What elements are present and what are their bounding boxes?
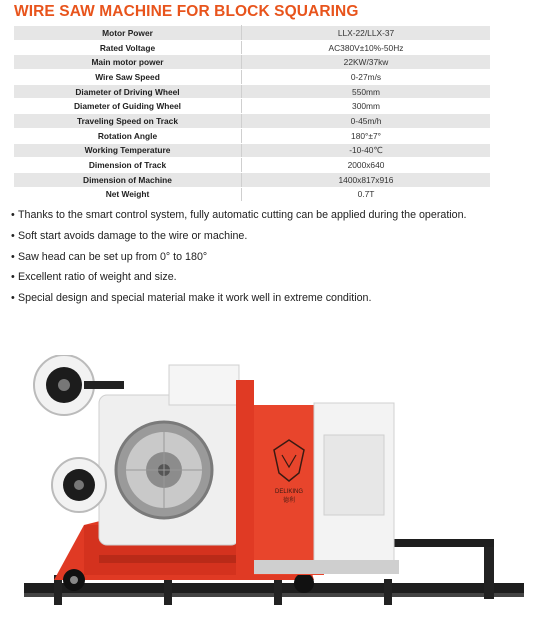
spec-value: LLX-22/LLX-37 bbox=[242, 26, 491, 41]
spec-value: 180°±7° bbox=[242, 128, 491, 143]
spec-label: Traveling Speed on Track bbox=[14, 114, 242, 129]
feature-item bbox=[11, 226, 531, 247]
spec-value: 300mm bbox=[242, 99, 491, 114]
spec-row bbox=[14, 40, 490, 55]
spec-value: 0-27m/s bbox=[242, 70, 491, 85]
spec-label: Rated Voltage bbox=[14, 40, 242, 55]
spec-label: Wire Saw Speed bbox=[14, 70, 242, 85]
spec-label: Diameter of Driving Wheel bbox=[14, 84, 242, 99]
spec-value: 0-45m/h bbox=[242, 114, 491, 129]
spec-row bbox=[14, 70, 490, 85]
spec-label: Main motor power bbox=[14, 55, 242, 70]
spec-row bbox=[14, 26, 490, 41]
spec-row bbox=[14, 99, 490, 114]
feature-item bbox=[11, 205, 531, 226]
machine-image bbox=[14, 355, 526, 615]
spec-row bbox=[14, 172, 490, 187]
control-cabinet bbox=[236, 380, 399, 575]
spec-row bbox=[14, 84, 490, 99]
spec-value: 550mm bbox=[242, 84, 491, 99]
spec-row bbox=[14, 143, 490, 158]
spec-value: 2000x640 bbox=[242, 158, 491, 173]
feature-item bbox=[11, 247, 531, 268]
spec-value: 1400x817x916 bbox=[242, 172, 491, 187]
spec-value: AC380V±10%-50Hz bbox=[242, 40, 491, 55]
spec-label: Rotation Angle bbox=[14, 128, 242, 143]
feature-text: Soft start avoids damage to the wire or machine. bbox=[18, 229, 248, 242]
bullet-icon: • bbox=[11, 271, 15, 284]
spec-row bbox=[14, 114, 490, 129]
spec-label: Dimension of Machine bbox=[14, 172, 242, 187]
spec-value: 22KW/37kw bbox=[242, 55, 491, 70]
feature-item bbox=[11, 288, 531, 309]
feature-item bbox=[11, 267, 531, 288]
feature-text: Saw head can be set up from 0° to 180° bbox=[18, 250, 208, 263]
bullet-icon: • bbox=[11, 292, 15, 305]
guide-wheel-lower bbox=[52, 458, 106, 512]
spec-row bbox=[14, 187, 490, 202]
spec-row bbox=[14, 158, 490, 173]
bullet-icon: • bbox=[11, 229, 15, 242]
spec-label: Dimension of Track bbox=[14, 158, 242, 173]
spec-label: Net Weight bbox=[14, 187, 242, 202]
feature-text: Special design and special material make it work well in extreme condition. bbox=[18, 292, 372, 305]
spec-label: Motor Power bbox=[14, 26, 242, 41]
spec-value: 0.7T bbox=[242, 187, 491, 202]
spec-label: Diameter of Guiding Wheel bbox=[14, 99, 242, 114]
spec-table bbox=[14, 25, 490, 202]
spec-row bbox=[14, 128, 490, 143]
feature-text: Thanks to the smart control system, fully automatic cutting can be applied during the operation. bbox=[18, 209, 467, 221]
bullet-icon: • bbox=[11, 250, 15, 263]
page-title: WIRE SAW MACHINE FOR BLOCK SQUARING bbox=[14, 3, 359, 20]
feature-text: Excellent ratio of weight and size. bbox=[18, 271, 177, 284]
brand-subtitle: 德利 bbox=[282, 497, 296, 504]
brand-name: DELIKING bbox=[274, 489, 304, 495]
spec-value: -10-40℃ bbox=[242, 143, 491, 158]
saw-head bbox=[99, 365, 239, 545]
spec-label: Working Temperature bbox=[14, 143, 242, 158]
bullet-icon: • bbox=[11, 209, 15, 221]
spec-row bbox=[14, 55, 490, 70]
feature-list bbox=[11, 205, 531, 309]
